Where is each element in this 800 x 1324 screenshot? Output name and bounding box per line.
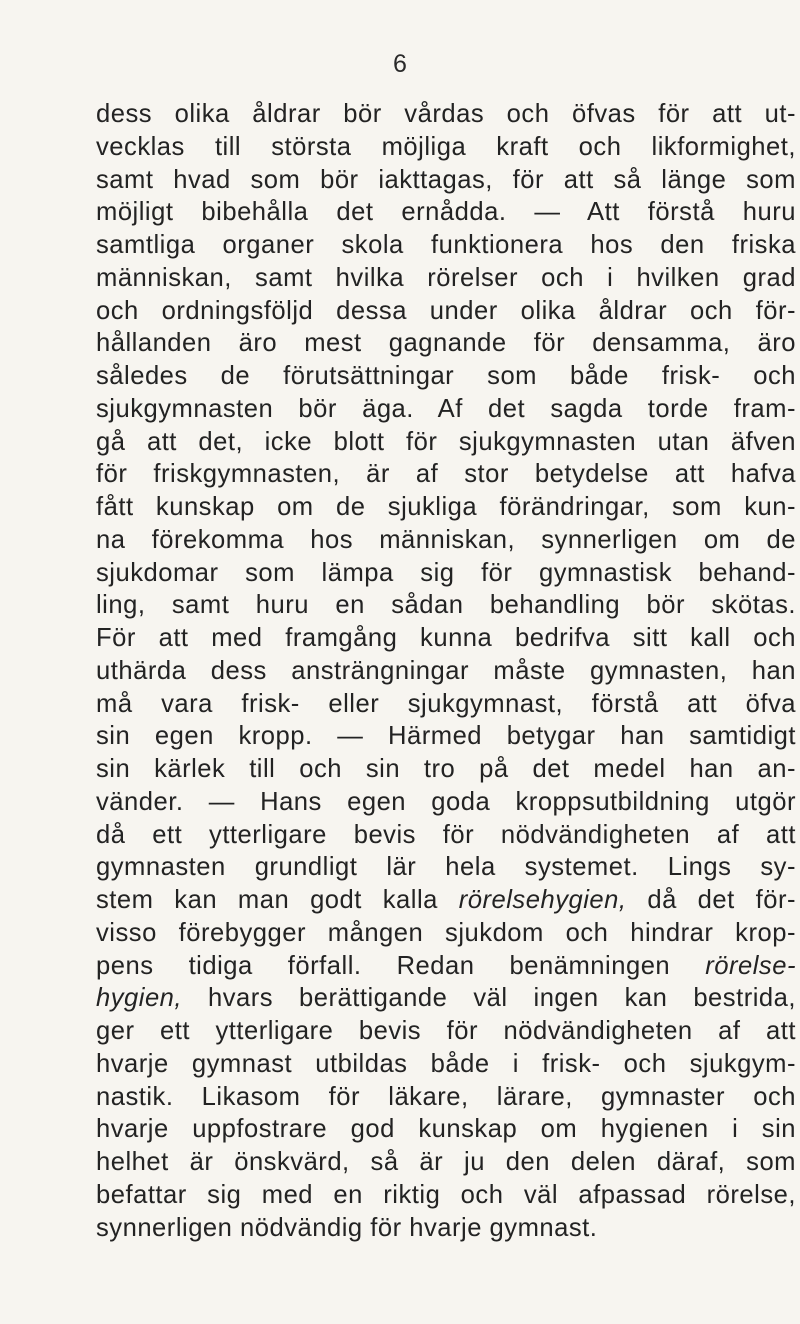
text-line: gå att det, icke blott för sjukgymnasten utan äfven	[96, 427, 796, 456]
text-line: sjukdomar som lämpa sig för gymnastisk behand-	[96, 558, 796, 587]
text-line: hållanden äro mest gagnande för densamma, äro	[96, 329, 796, 358]
text-line: möjligt bibehålla det ernådda. — Att förstå huru	[96, 198, 796, 227]
text-line: helhet är önskvärd, så är ju den delen däraf, som	[96, 1148, 796, 1176]
text-line: vänder. — Hans egen goda kroppsutbildning utgör	[96, 787, 796, 816]
text-line: na förekomma hos människan, synnerligen om de	[96, 525, 796, 554]
text-line	[96, 884, 796, 917]
emphasized-term: rörelse-	[705, 951, 796, 980]
text-line: hvarje uppfostrare god kunskap om hygienen i sin	[96, 1115, 796, 1144]
text-line: vecklas till största möjliga kraft och likformighet,	[96, 132, 796, 161]
text-segment: då det för-	[626, 886, 796, 914]
text-line: gymnasten grundligt lär hela systemet. Lings sy-	[96, 853, 796, 882]
emphasized-term: rörelsehygien,	[458, 886, 627, 914]
text-line: således de förutsättningar som både frisk- och	[96, 362, 796, 390]
text-line: fått kunskap om de sjukliga förändringar, som kun-	[96, 493, 796, 521]
text-segment: hvars berättigande väl ingen kan bestrida,	[182, 984, 796, 1013]
text-segment: pens tidiga förfall. Redan benämningen	[96, 951, 706, 980]
text-line: må vara frisk- eller sjukgymnast, förstå att öfva	[96, 689, 796, 718]
text-line: ger ett ytterligare bevis för nödvändigheten af att	[96, 1017, 796, 1045]
text-line: nastik. Likasom för läkare, lärare, gymnaster och	[96, 1082, 796, 1111]
text-line: då ett ytterligare bevis för nödvändigheten af att	[96, 820, 796, 849]
text-line	[96, 982, 796, 1015]
text-line: sjukgymnasten bör äga. Af det sagda torde fram-	[96, 394, 796, 423]
text-line: för friskgymnasten, är af stor betydelse att hafva	[96, 460, 796, 489]
text-segment: stem kan man godt kalla	[96, 886, 459, 914]
text-line: hvarje gymnast utbildas både i frisk- och sjukgym-	[96, 1049, 796, 1078]
text-line	[96, 950, 796, 983]
text-line: sin kärlek till och sin tro på det medel han an-	[96, 755, 796, 783]
emphasized-term: hygien,	[96, 984, 183, 1013]
text-line: uthärda dess ansträngningar måste gymnasten, han	[96, 656, 796, 685]
text-line: sin egen kropp. — Härmed betygar han samtidigt	[96, 722, 796, 751]
body-paragraph	[96, 98, 796, 1244]
text-line: För att med framgång kunna bedrifva sitt kall och	[96, 624, 796, 652]
text-line: samtliga organer skola funktionera hos den friska	[96, 231, 796, 259]
text-line: och ordningsföljd dessa under olika åldrar och för-	[96, 296, 796, 325]
text-line: dess olika åldrar bör vårdas och öfvas för att ut-	[96, 100, 796, 128]
text-line: visso förebygger mången sjukdom och hindrar krop-	[96, 918, 796, 947]
text-line: människan, samt hvilka rörelser och i hvilken grad	[96, 263, 796, 292]
text-line: samt hvad som bör iakttagas, för att så länge som	[96, 165, 796, 194]
text-line: synnerligen nödvändig för hvarje gymnast.	[96, 1213, 598, 1242]
page-number: 6	[393, 50, 407, 78]
text-line: ling, samt huru en sådan behandling bör skötas.	[96, 591, 796, 620]
text-line: befattar sig med en riktig och väl afpassad rörelse,	[96, 1180, 796, 1209]
